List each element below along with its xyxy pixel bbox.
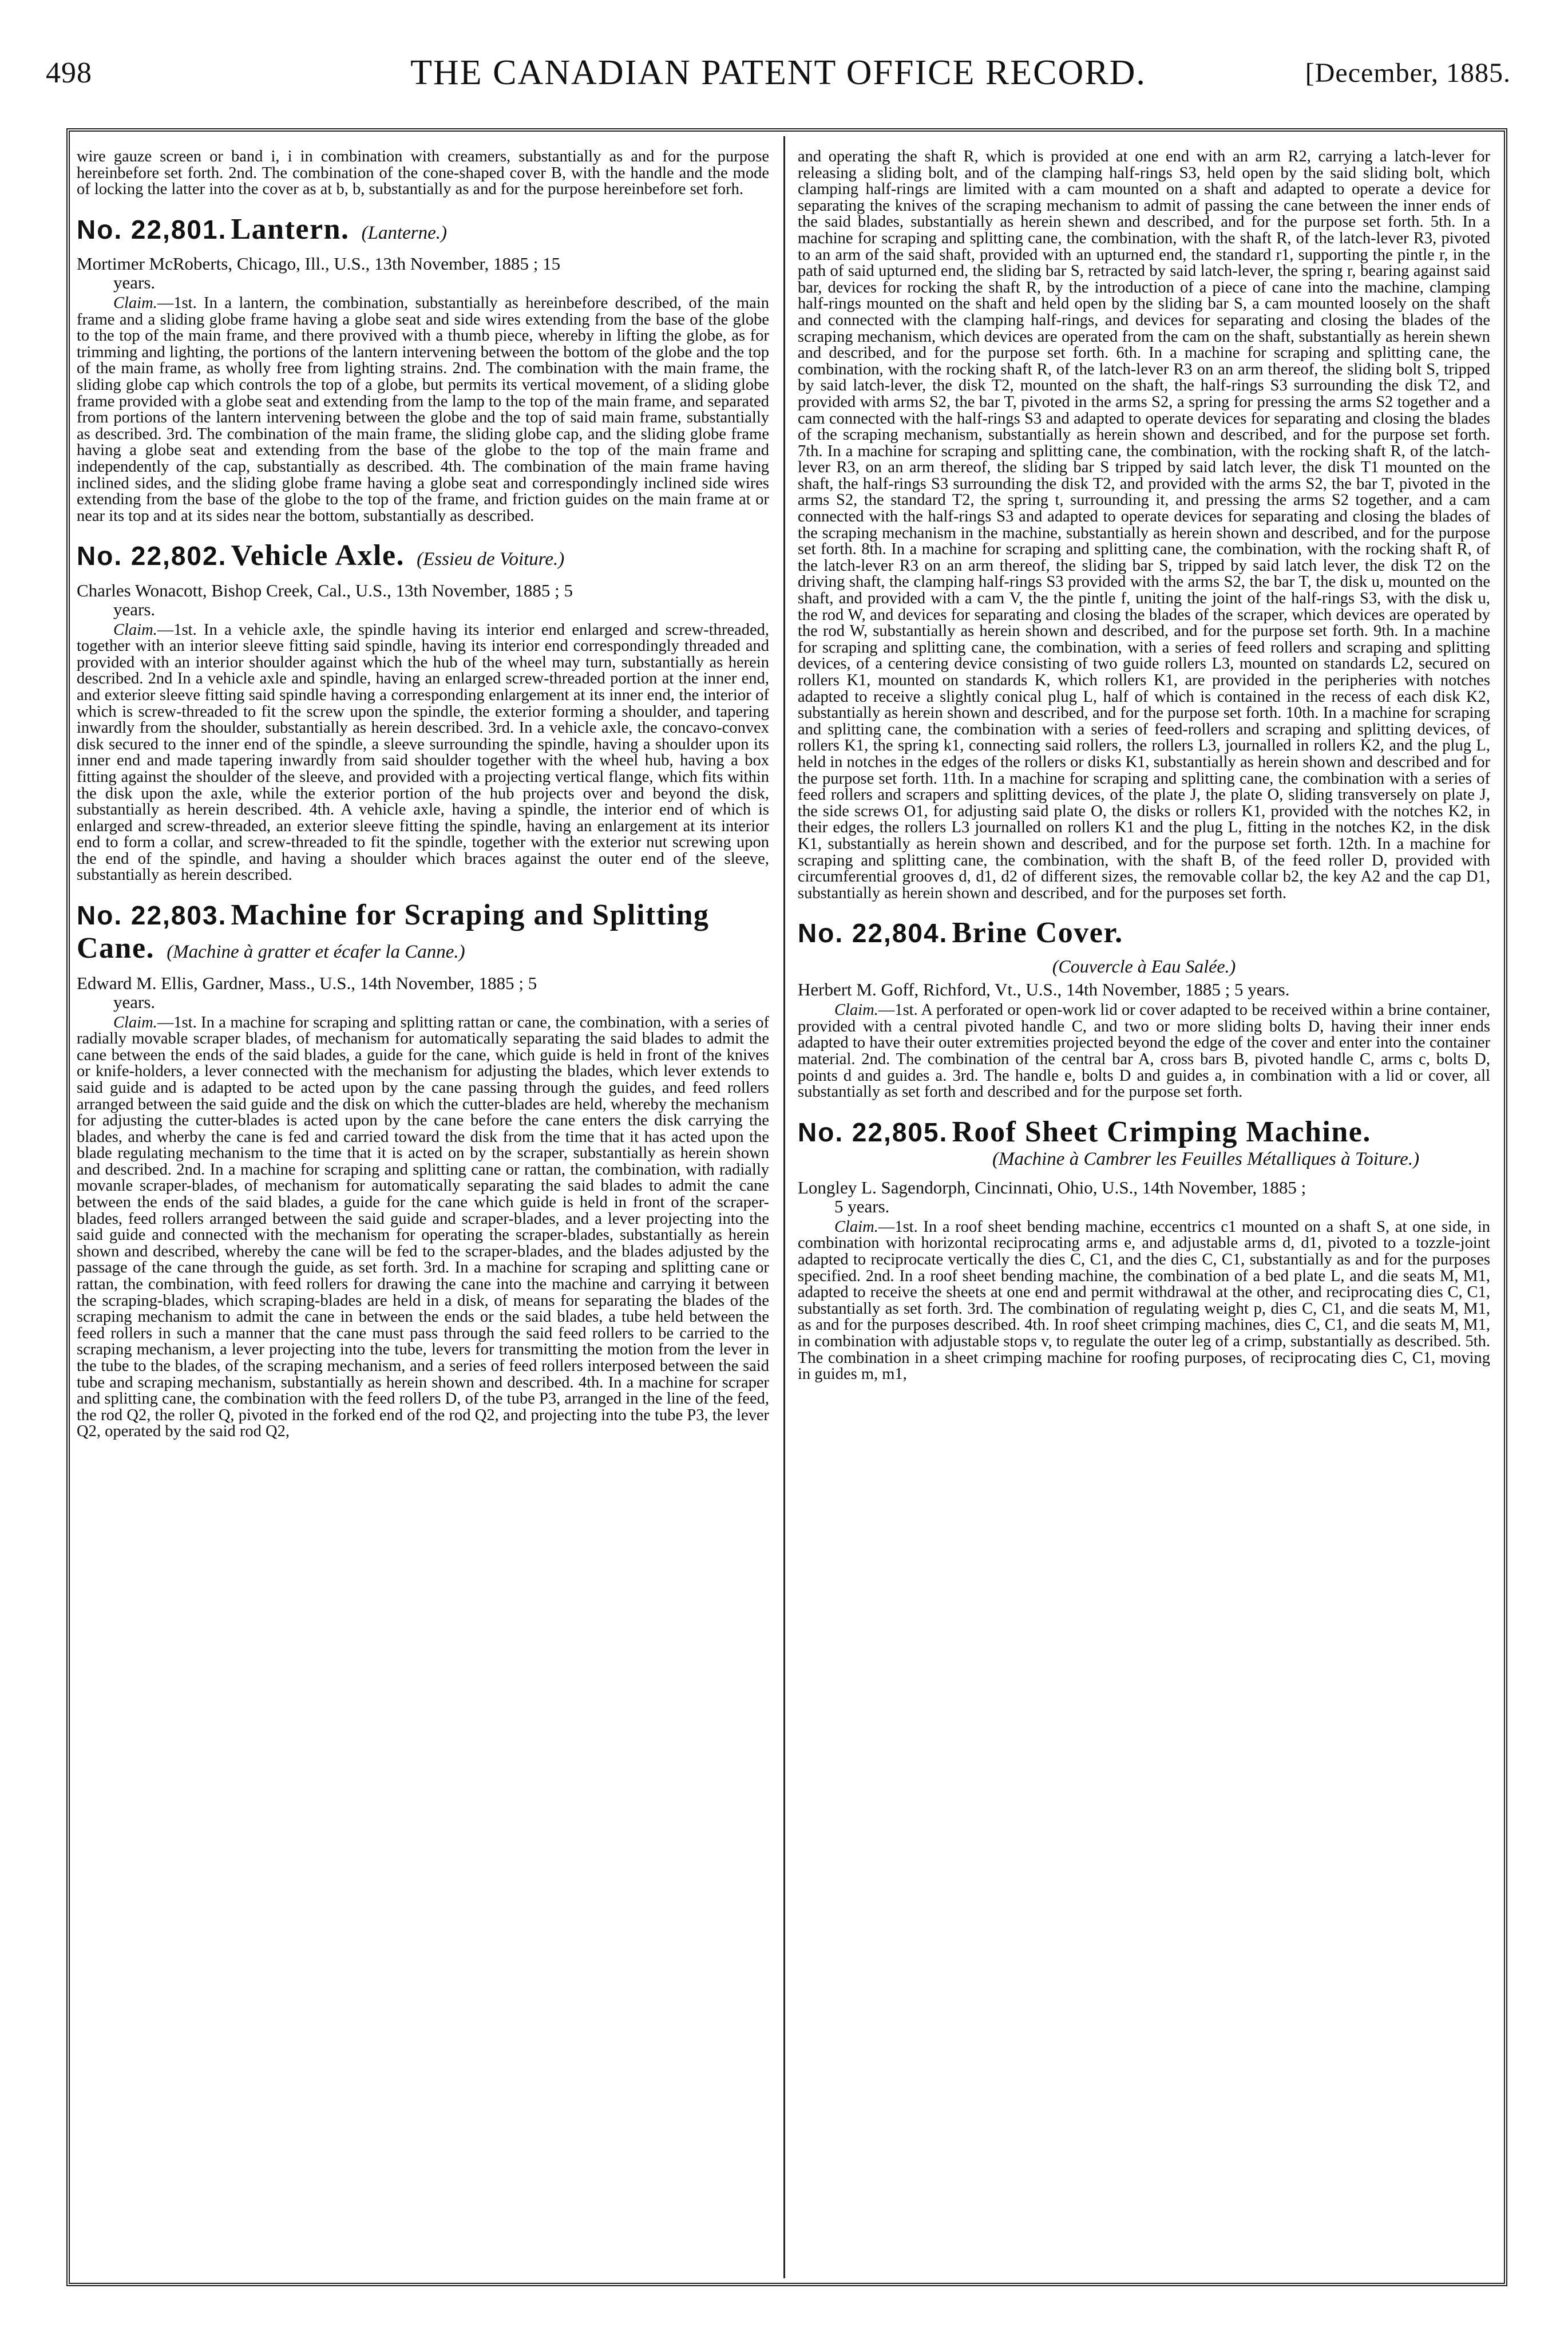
patent-title: Brine Cover.	[952, 916, 1123, 950]
claim-text: —1st. In a roof sheet bending machine, eccentrics c1 mounted on a shaft S, at one side, in combination with horizontal reciprocating arms e, and adjustable arms d, d1, pivoted to a tozzle-joint adapted to reciprocate vertically the dies C, C1, and the dies C, C1, substantially as and for the purposes specified. 2nd. In a roof sheet bending machine, the combination of a bed plate L, and die seats M, M1, adapted to receive the sheets at one end and permit withdrawal at the other, and reciprocating dies C, C1, substantially as set forth. 3rd. The combination of regulating weight p, dies C, C1, and die seats M, M1, as and for the purposes described. 4th. In roof sheet crimping machines, dies C, C1, and die seats M, M1, in combination with adjustable stops v, to regulate the outer leg of a crimp, substantially as described. 5th. The combination in a sheet crimping machine for roofing purposes, of reciprocating dies C, C1, moving in guides m, m1,	[798, 1218, 1490, 1384]
inventor-line	[77, 254, 769, 292]
patent-title: Machine for Scraping and Splitting Cane.	[77, 899, 710, 965]
claim-label: Claim.	[113, 1013, 157, 1031]
inventor-text: Herbert M. Goff, Richford, Vt., U.S., 14th November, 1885 ; 5 years.	[798, 979, 1290, 1000]
patent-heading-22803	[77, 899, 769, 965]
claim-paragraph	[77, 622, 769, 884]
patent-title-french: (Couvercle à Eau Salée.)	[1052, 955, 1236, 977]
claim-paragraph	[77, 1015, 769, 1440]
issue-date: [December, 1885.	[1305, 58, 1511, 88]
claim-paragraph	[77, 295, 769, 524]
patent-title: Vehicle Axle.	[231, 539, 405, 572]
continued-text: wire gauze screen or band i, i in combination with creamers, substantially as and for the purpose hereinbefore set forth. 2nd. The combination of the cone-shaped cover B, with the handle and the mode of locking the latter into the cover as at b, b, substantially as and for the purpose hereinbefore set forh.	[77, 149, 769, 199]
term-text: years.	[113, 272, 156, 293]
left-column	[77, 149, 769, 2267]
inventor-line	[77, 974, 769, 1011]
inventor-line	[798, 980, 1490, 999]
patent-heading-22805	[798, 1116, 1490, 1170]
claim-label: Claim.	[113, 620, 157, 639]
claim-text: —1st. A perforated or open-work lid or cover adapted to be received within a brine container, provided with a central pivoted handle C, and two or more sliding bolts D, having their inner ends adapted to have their outer extremities projected beyond the edge of the cover and enter into the container material. 2nd. The combination of the central bar A, cross bars B, pivoted handle C, arms c, bolts D, points d and guides a. 3rd. The handle e, bolts D and guides a, in combination with a lid or cover, all substantially as set forth and described and for the purpose set forth.	[798, 1001, 1490, 1101]
patent-heading-22804	[798, 916, 1490, 950]
inventor-text: Charles Wonacott, Bishop Creek, Cal., U.S., 13th November, 1885 ; 5	[77, 580, 573, 600]
claim-label: Claim.	[113, 294, 157, 313]
inventor-line	[77, 581, 769, 619]
patent-title-french: (Lanterne.)	[361, 222, 447, 243]
term-text: years.	[113, 991, 156, 1012]
inventor-text: Longley L. Sagendorph, Cincinnati, Ohio, U.S., 14th November, 1885 ;	[798, 1177, 1306, 1197]
claim-paragraph	[798, 1002, 1490, 1101]
claim-label: Claim.	[834, 1001, 878, 1019]
patent-title: Lantern.	[231, 212, 350, 246]
claim-label: Claim.	[834, 1218, 878, 1236]
continued-text: and operating the shaft R, which is provided at one end with an arm R2, carrying a latch-lever for releasing a sliding bolt, and of the clamping half-rings S3, held open by the said sliding bolt, which clamping half-rings are limited with a cam mounted on a shaft and adapted to operate a device for separating the knives of the scraping mechanism to admit of passing the cane between the inner ends of the said blades, substantially as herein shewn and described, and for the purpose set forth. 5th. In a machine for scraping and splitting cane, the combination, with the shaft R, of the latch-lever R3, pivoted to an arm of the said shaft, provided with an upturned end, the standard r1, supporting the pintle r, in the path of said upturned end, the sliding bar S, retracted by said latch-lever, the spring r, bearing against said bar, devices for rocking the shaft R, by the introduction of a piece of cane into the machine, clamping half-rings mounted on the shaft and held open by the sliding bar S, a cam mounted loosely on the shaft and connected with the clamping half-rings, and devices for separating and closing the blades of the scraping mechanism, which devices are operated from the cam on the shaft, substantially as herein shewn and described, and for the purpose set forth. 6th. In a machine for scraping and splitting cane, the combination, with the rocking shaft R, of the latch-lever R3 on an arm thereof, the sliding bolt S, tripped by said latch-lever, the disk T2, mounted on the shaft, the half-rings S3 surrounding the disk T2, and provided with arms S2, the bar T, pivoted in the arms S2, a spring for pressing the arms S2 together and a cam connected with the half-rings S3 and adapted to operate devices for separating and closing the blades of the scraping mechanism, substantially as herein shown and described, and for the purpose set forth. 7th. In a machine for scraping and splitting cane, the combination, with the rocking shaft R, of the latch-lever R3, on an arm thereof, the sliding bar S tripped by said latch lever, the disk T1 mounted on the shaft, the half-rings S3 surrounding the disk T2, and provided with the arms S2, the bar T, pivoted in the arms S2, the standard T2, the spring t, surrounding it, and pressing the arms S2 together, and a cam connected with the half-rings S3 and adapted to operate devices for separating and closing the blades of the scraping mechanism in the machine, substantially as herein shown and described, and for the purpose set forth. 8th. In a machine for scraping and splitting cane, the combination, with the rocking shaft R, of the latch-lever R3 on an arm thereof, the sliding bar S, tripped by said latch lever, the disk T2 on the driving shaft, the clamping half-rings S3 provided with the arms S2, the bar T, the disk u, mounted on the shaft, and provided with a cam V, the the pintle f, uniting the joint of the half-rings S3, with the disk u, the rod W, and devices for separating and closing the blades of the scraper, which devices are operated by the rod W, substantially as herein shown and described, and for the purpose set forth. 9th. In a machine for scraping and splitting cane, the combination, with a series of feed rollers and scraping and splitting devices, of a centering device consisting of two guide rollers L3, mounted on standards L2, secured on rollers K1, mounted on standards K, which rollers K1, are provided in the peripheries with notches adapted to receive a slightly conical plug L, half of which is contained in the recess of each disk K2, substantially as herein shown and described, and for the purpose set forth. 10th. In a machine for scraping and splitting cane, the combination with a series of feed-rollers and scraping and splitting devices, of rollers K1, the spring k1, connecting said rollers, the rollers L3, journalled in rollers K2, and the plug L, held in notches in the edges of the rollers or disks K1, substantially as herein shown and described and for the purpose set forth. 11th. In a machine for scraping and splitting cane, the combination with a series of feed rollers and scrapers and splitting devices, of the plate J, the plate O, sliding transversely on plate J, the side screws O1, for adjusting said plate O, the disks or rollers K1, provided with the notches K2, in their edges, the rollers L3 journalled on rollers K1 and the plug L, fitting in the notches K2, in the disk K1, substantially as herein shown and described, and for the purpose set forth. 12th. In a machine for scraping and splitting cane, the combination, with the shaft B, of the feed roller D, provided with circumferential grooves d, d1, d2 of different sizes, the removable collar b2, the key A2 and the cap D1, substantially as herein shown and described, and for the purposes set forth.	[798, 149, 1490, 902]
patent-title-french: (Essieu de Voiture.)	[417, 549, 565, 570]
inventor-text: Mortimer McRoberts, Chicago, Ill., U.S., 13th November, 1885 ; 15	[77, 254, 561, 274]
claim-text: —1st. In a machine for scraping and splitting rattan or cane, the combination, with a series of radially movable scraper blades, of mechanism for automatically separating the said blades to admit the cane between the ends of the said blades, a guide for the cane, which guide is held in front of the knives or knife-holders, a lever connected with the mechanism for adjusting the blades, which lever extends to said guide and is adapted to be acted upon by the cane passing through the guides, and feed rollers arranged between the said guide and the disk on which the cutter-blades are held, whereby the mechanism for adjusting the cutter-blades is acted upon by the cane before the cane enters the disk carrying the blades, and wherby the cane is fed and carried toward the disk from the time that it has acted upon the blade regulating mechanism to the time that it is acted on by the scraper, substantially as herein shown and described. 2nd. In a machine for scraping and splitting cane or rattan, the combination, with radially movanle scraper-blades, of mechanism for automatically separating the said blades to admit the cane between the ends of the said blades, a guide for the cane which guide is held in front of the scraper-blades, feed rollers arranged between the said guide and scraper-blades, and a lever projecting into the said guide and connected with the mechanism for operating the scraper-blades, substantially as herein shown and described, whereby the cane will be fed to the scraper-blades, and the blades adjusted by the passage of the cane through the guide, as set forth. 3rd. In a machine for scraping and splitting cane or rattan, the combination, with feed rollers for drawing the cane into the machine and carrying it between the scraping-blades, which scraping-blades are held in a disk, of means for separating the blades of the scraping mechanism to admit the cane in between the ends or the said blades, a tube held between the feed rollers in such a manner that the cane must pass through the said feed rollers to be carried to the scraping mechanism, a lever projecting into the tube, levers for transmitting the motion from the lever in the tube to the blades, of the scraping mechanism, and a series of feed rollers interposed between the said tube and scraping mechanism, substantially as herein shown and described. 4th. In a machine for scraper and splitting cane, the combination with the feed rollers D, of the tube P3, arranged in the line of the feed, the rod Q2, the roller Q, pivoted in the forked end of the rod Q2, and projecting into the tube P3, the lever Q2, operated by the said rod Q2,	[77, 1013, 769, 1441]
patent-title: Roof Sheet Crimping Machine.	[952, 1115, 1371, 1148]
page-header	[46, 53, 1511, 93]
claim-text: —1st. In a lantern, the combination, substantially as hereinbefore described, of the main frame and a sliding globe frame having a globe seat and side wires extending from the base of the globe to the top of the main frame, and there provived with a thumb piece, whereby in lifting the globe, as for trimming and lighting, the portions of the lantern intervening between the bottom of the globe and the top of the main frame, as wholly free from lighting strains. 2nd. The combination with the main frame, the sliding globe cap which controls the top of a globe, but permits its vertical movement, of a sliding globe frame provided with a globe seat and extending from the lamp to the top of the main frame, and separated from portions of the lantern intervening between the globe and the top of said main frame, substantially as described. 3rd. The combination of the main frame, the sliding globe cap, and the sliding globe frame having a globe seat and extending from the base of the globe to the top of the main frame and independently of the cap, substantially as described. 4th. The combination of the main frame having inclined sides, and the sliding globe frame having a globe seat and correspondingly inclined side wires extending from the base of the globe to the top of the frame, and friction guides on the main frame at or near its top and at its sides near the bottom, substantially as described.	[77, 294, 769, 525]
page-number: 498	[46, 57, 92, 89]
publication-title: THE CANADIAN PATENT OFFICE RECORD.	[410, 53, 1146, 92]
claim-paragraph	[798, 1219, 1490, 1383]
patent-number: No. 22,802.	[77, 541, 227, 571]
claim-text: —1st. In a vehicle axle, the spindle having its interior end enlarged and screw-threaded, together with an interior sleeve fitting said spindle, having its interior end correspondingly threaded and provided with an interior shoulder against which the hub of the wheel may turn, substantially as herein described. 2nd In a vehicle axle and spindle, having an enlarged screw-threaded portion at the inner end, and exterior sleeve fitting said spindle having a corresponding enlargement at its inner end, the interior of which is screw-threaded to fit the screw upon the spindle, the exterior forming a shoulder, and tapering inwardly from the shoulder, substantially as herein described. 3rd. In a vehicle axle, the concavo-convex disk secured to the inner end of the spindle, a sleeve surrounding the spindle, having a shoulder upon its inner end and made tapering inwardly from said shoulder together with the wheel hub, having a box fitting against the shoulder of the sleeve, and provided with a projecting vertical flange, which fits within the disk upon the axle, while the exterior portion of the hub projects over and beyond the disk, substantially as herein described. 4th. A vehicle axle, having a spindle, the interior end of which is enlarged and screw-threaded, an exterior sleeve fitting the spindle, having an enlargement at its interior end to form a collar, and screw-threaded to fit the spindle, together with the exterior nut screwing upon the end of the spindle, and having a shoulder which braces against the outer end of the sleeve, substantially as herein described.	[77, 620, 769, 884]
term-text: years.	[113, 599, 156, 619]
inventor-text: Edward M. Ellis, Gardner, Mass., U.S., 14th November, 1885 ; 5	[77, 973, 537, 993]
inventor-line	[798, 1178, 1490, 1216]
right-column	[798, 149, 1490, 2267]
patent-title-french: (Machine à gratter et écafer la Canne.)	[167, 942, 465, 963]
patent-heading-22802	[77, 539, 769, 572]
term-text: 5 years.	[834, 1196, 890, 1216]
patent-heading-22801	[77, 213, 769, 246]
patent-title-french: (Machine à Cambrer les Feuilles Métalliques à Toiture.)	[992, 1148, 1420, 1169]
column-divider	[783, 136, 785, 2278]
patent-number: No. 22,804.	[798, 918, 948, 948]
patent-number: No. 22,801.	[77, 214, 227, 244]
patent-number: No. 22,805.	[798, 1117, 948, 1147]
patent-number: No. 22,803.	[77, 900, 227, 931]
